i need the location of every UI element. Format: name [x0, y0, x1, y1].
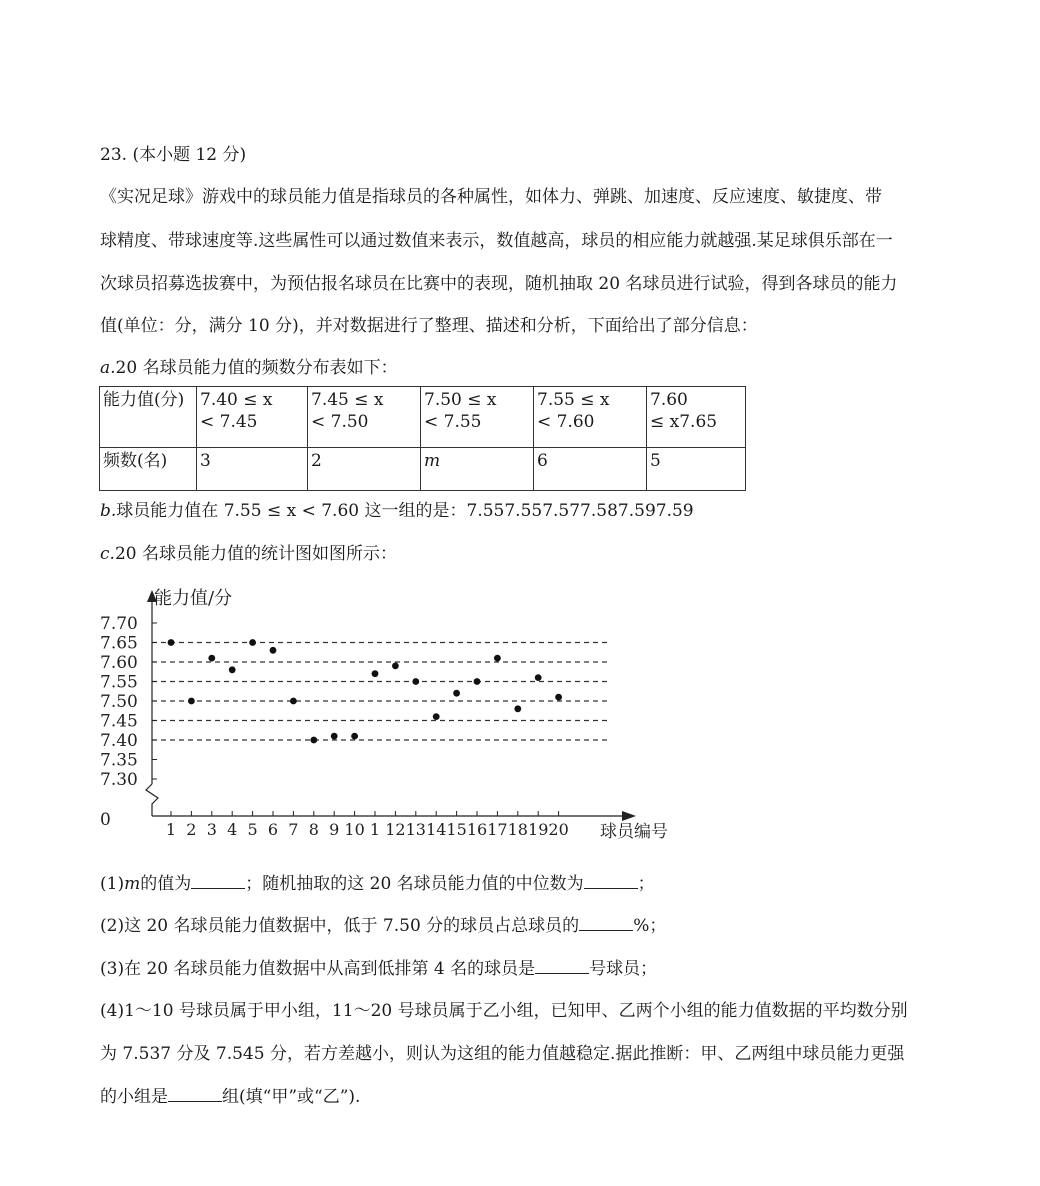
interval-line: 7.45 ≤ x	[311, 390, 384, 410]
x-tick-label: 2	[186, 820, 197, 839]
y-tick-label: 7.50	[100, 692, 138, 712]
q3-text: 号球员；	[589, 959, 658, 979]
sub-question-3	[100, 957, 657, 980]
x-tick-label: 7	[288, 820, 299, 839]
answer-blank[interactable]	[168, 1085, 222, 1102]
data-points	[168, 639, 562, 743]
data-point	[310, 737, 317, 744]
q1-text: ；	[637, 874, 655, 894]
x-tick-label: 10	[344, 820, 365, 839]
intro-line: 《实况足球》游戏中的球员能力值是指球员的各种属性，如体力、弹跳、加速度、反应速度、敏捷度、带	[100, 187, 882, 207]
table-header-cell: 频数(名)	[100, 448, 197, 491]
x-tick-label: 6	[267, 820, 279, 839]
sub-question-4-line: 为 7.537 分及 7.545 分，若方差越小，则认为这组的能力值越稳定.据此推断：甲、乙两组中球员能力更强	[100, 1044, 905, 1064]
axes	[146, 590, 636, 821]
q1-var: m	[124, 874, 141, 894]
y-tick-label: 7.65	[100, 633, 138, 654]
y-tick-label: 7.60	[100, 653, 138, 673]
table-row	[100, 387, 746, 448]
data-point	[555, 694, 562, 701]
data-point	[208, 655, 215, 662]
data-point	[412, 678, 419, 685]
x-tick-label: 14	[426, 820, 447, 839]
count-cell: 3	[197, 448, 308, 491]
data-point	[372, 670, 379, 677]
interval-cell	[197, 387, 308, 448]
x-tick-label: 3	[206, 820, 217, 839]
y-tick-label: 7.40	[100, 731, 138, 751]
part-b-body: 球员能力值在 7.55 ≤ x < 7.60 这一组的是：7.557.557.577.587.597.59	[116, 501, 694, 521]
count-cell: 2	[308, 448, 421, 491]
interval-line: 7.40 ≤ x	[200, 390, 273, 410]
data-point	[392, 663, 399, 670]
part-c-intro	[100, 543, 397, 565]
y-tick-label: 7.30	[100, 770, 138, 790]
x-axis-label: 球员编号	[600, 822, 668, 842]
interval-line: 7.60	[650, 390, 688, 410]
sub-question-4-line: (4)1～10 号球员属于甲小组，11～20 号球员属于乙小组，已知甲、乙两个小组的能力值数据的平均数分别	[100, 1001, 908, 1021]
gridlines	[152, 643, 610, 741]
data-point	[351, 733, 358, 740]
table-row	[100, 448, 746, 491]
part-a-text: 20 名球员能力值的频数分布表如下：	[115, 358, 398, 378]
q4-text: 组(填“甲”或“乙”).	[222, 1087, 361, 1107]
data-point	[188, 698, 195, 705]
y-tick-labels	[100, 614, 157, 790]
q1-text: ；随机抽取的这 20 名球员能力值的中位数为	[245, 874, 584, 894]
x-tick-label: 12	[385, 820, 406, 839]
interval-line: 7.50 ≤ x	[424, 390, 497, 410]
interval-cell	[421, 387, 534, 448]
data-point	[494, 655, 501, 662]
data-point	[290, 698, 297, 705]
x-tick-label: 16	[466, 820, 488, 839]
data-point	[474, 678, 481, 685]
y-tick-label: 7.70	[100, 614, 138, 634]
part-a-label: a.	[100, 358, 116, 378]
answer-blank[interactable]	[191, 872, 245, 889]
data-point	[331, 733, 338, 740]
x-axis-arrow	[622, 811, 636, 821]
intro-line: 值(单位：分，满分 10 分)，并对数据进行了整理、描述和分析，下面给出了部分信息：	[100, 316, 758, 336]
intro-line: 次球员招募选拔赛中，为预估报名球员在比赛中的表现，随机抽取 20 名球员进行试验，得到各球员的能力	[100, 274, 898, 294]
count-cell: m	[421, 448, 534, 491]
data-point	[270, 647, 277, 654]
interval-cell	[534, 387, 647, 448]
part-c-body: 20 名球员能力值的统计图如图所示：	[114, 544, 397, 564]
x-tick-label: 9	[329, 820, 340, 839]
data-point	[514, 705, 521, 712]
count-cell: 6	[534, 448, 647, 491]
x-tick-label: 18	[507, 820, 528, 839]
sub-question-2	[100, 914, 666, 937]
x-tick-label: 20	[548, 820, 569, 839]
y-axis-label: 能力值/分	[154, 588, 233, 609]
x-tick-label: 19	[528, 820, 549, 839]
interval-line: ≤ x7.65	[650, 412, 718, 432]
x-tick-labels	[166, 811, 569, 839]
x-tick-label: 8	[308, 820, 319, 839]
interval-line: 7.55 ≤ x	[537, 390, 610, 410]
q4-text: 的小组是	[100, 1087, 168, 1107]
data-point	[229, 666, 236, 673]
x-tick-label: 4	[227, 820, 238, 839]
q2-text: %；	[633, 916, 667, 936]
part-b-label: b.	[100, 501, 117, 521]
scatter-chart	[90, 578, 690, 848]
sub-question-4-line	[100, 1085, 360, 1108]
interval-cell	[308, 387, 421, 448]
count-cell: 5	[647, 448, 746, 491]
q1-text: 的值为	[140, 874, 192, 894]
x-tick-label: 1	[165, 820, 177, 839]
y-tick-label: 7.45	[100, 711, 138, 732]
answer-blank[interactable]	[579, 914, 633, 931]
x-tick-label: 1	[369, 820, 381, 839]
question-header: 23. (本小题 12 分)	[100, 145, 247, 165]
frequency-table	[99, 386, 746, 491]
x-tick-label: 5	[247, 820, 258, 839]
x-tick-label: 17	[487, 820, 508, 839]
interval-line: < 7.50	[311, 412, 369, 432]
data-point	[535, 674, 542, 681]
interval-line: < 7.60	[537, 412, 595, 432]
data-point	[433, 713, 440, 720]
sub-question-1	[100, 872, 655, 895]
origin-label: 0	[100, 810, 111, 830]
x-tick-label: 15	[446, 820, 467, 839]
y-tick-label: 7.55	[100, 672, 138, 693]
intro-line: 球精度、带球速度等.这些属性可以通过数值来表示，数值越高，球员的相应能力就越强.某足球俱乐部在一	[100, 231, 893, 251]
answer-blank[interactable]	[535, 957, 589, 974]
q2-text: (2)这 20 名球员能力值数据中，低于 7.50 分的球员占总球员的	[100, 916, 580, 936]
data-point	[453, 690, 460, 697]
y-tick-label: 7.35	[100, 750, 138, 771]
interval-line: < 7.55	[424, 412, 482, 432]
interval-cell	[647, 387, 746, 448]
table-header-cell: 能力值(分)	[100, 387, 197, 448]
part-c-label: c.	[100, 544, 115, 564]
data-point	[168, 639, 175, 646]
part-a-intro	[100, 357, 398, 379]
q3-text: (3)在 20 名球员能力值数据中从高到低排第 4 名的球员是	[100, 959, 536, 979]
interval-line: < 7.45	[200, 412, 258, 432]
axis-break	[146, 784, 158, 816]
answer-blank[interactable]	[584, 872, 638, 889]
q1-number: (1)	[100, 874, 125, 894]
part-b-text	[100, 500, 694, 522]
data-point	[249, 639, 256, 646]
x-tick-label: 13	[405, 820, 426, 839]
